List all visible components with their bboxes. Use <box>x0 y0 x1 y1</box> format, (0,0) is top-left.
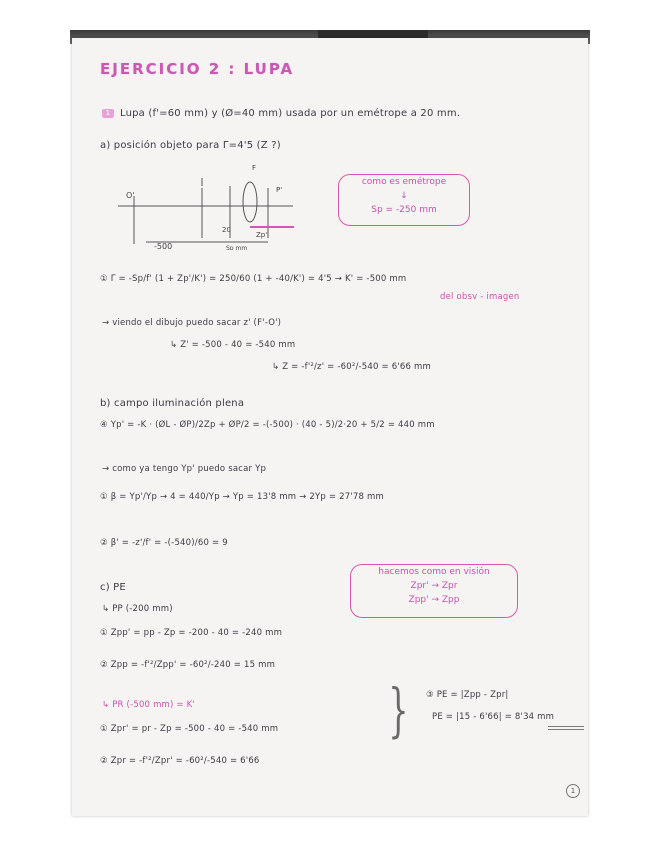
vision-note-line-3: Zpp' → Zpp <box>408 595 460 605</box>
page-title: EJERCICIO 2 : LUPA <box>100 60 295 78</box>
part-c-pr: ↳ PR (-500 mm) = K' <box>102 700 195 710</box>
lens-shape <box>243 182 257 222</box>
part-c-pp: ↳ PP (-200 mm) <box>102 604 173 614</box>
diagram-label-500: -500 <box>154 242 173 250</box>
part-c-equation-4: ② Zpr = -f'²/Zpr' = -60²/-540 = 6'66 <box>100 756 260 766</box>
problem-number-badge: 1 <box>102 109 114 118</box>
page-number: 1 <box>566 784 580 798</box>
pe-formula: ③ PE = |Zpp - Zpr| <box>426 690 509 700</box>
diagram-label-20: 20 <box>222 226 231 234</box>
part-c-heading: c) PE <box>100 582 126 593</box>
diagram-label-p-prime: P' <box>276 186 283 194</box>
diagram-label-sp: Sp mm <box>226 245 248 250</box>
part-c-equation-2: ② Zpp = -f'²/Zpp' = -60²/-240 = 15 mm <box>100 660 276 670</box>
part-a-line-2: → viendo el dibujo puedo sacar z' (F'-O') <box>102 318 282 328</box>
pe-result: PE = |15 - 6'66| = 8'34 mm <box>432 712 555 722</box>
part-b-line-2: → como ya tengo Yp' puedo sacar Yp <box>102 464 267 474</box>
vision-note-line-2: Zpr' → Zpr <box>410 581 458 591</box>
note-line-3: Sp = -250 mm <box>371 205 437 215</box>
vision-note-line-1: hacemos como en visión <box>378 567 490 577</box>
part-b-equation-3: ② β' = -z'/f' = -(-540)/60 = 9 <box>100 538 228 548</box>
note-line-1: como es emétrope <box>361 177 447 187</box>
part-b-equation-1: ④ Yp' = -K · (ØL - ØP)/2Zp + ØP/2 = -(-500) · (40 - 5)/2·20 + 5/2 = 440 mm <box>100 420 435 430</box>
part-a-equation-1-note: del obsv - imagen <box>440 292 520 302</box>
diagram-label-o-prime: O' <box>126 191 135 200</box>
part-c-equation-1: ① Zpp' = pp - Zp = -200 - 40 = -240 mm <box>100 628 283 638</box>
optics-diagram <box>118 158 298 250</box>
problem-statement-text: Lupa (f'=60 mm) y (Ø=40 mm) usada por un emétrope a 20 mm. <box>120 108 461 119</box>
part-a-heading: a) posición objeto para Γ=4'5 (Z ?) <box>100 140 281 151</box>
note-line-2: ↓ <box>400 191 408 201</box>
part-b-heading: b) campo iluminación plena <box>100 398 245 409</box>
part-c-equation-3: ① Zpr' = pr - Zp = -500 - 40 = -540 mm <box>100 724 279 734</box>
part-a-line-3: ↳ Z' = -500 - 40 = -540 mm <box>170 340 296 350</box>
part-b-equation-2: ① β = Yp'/Yp → 4 = 440/Yp → Yp = 13'8 mm → 2Yp = 27'78 mm <box>100 492 384 502</box>
diagram-label-f: F <box>252 164 257 172</box>
emmetrope-note-box <box>338 174 470 226</box>
diagram-label-zp: Zp' <box>256 231 268 239</box>
grouping-brace: } <box>388 676 409 744</box>
problem-statement <box>102 108 460 119</box>
part-a-line-4: ↳ Z = -f'²/z' = -60²/-540 = 6'66 mm <box>272 362 431 372</box>
result-underline-1 <box>548 726 584 727</box>
vision-note-box <box>350 564 518 618</box>
result-underline-2 <box>548 729 584 730</box>
part-a-equation-1: ① Γ = -Sp/f' (1 + Zp'/K') = 250/60 (1 + -40/K') = 4'5 → K' = -500 mm <box>100 274 407 284</box>
